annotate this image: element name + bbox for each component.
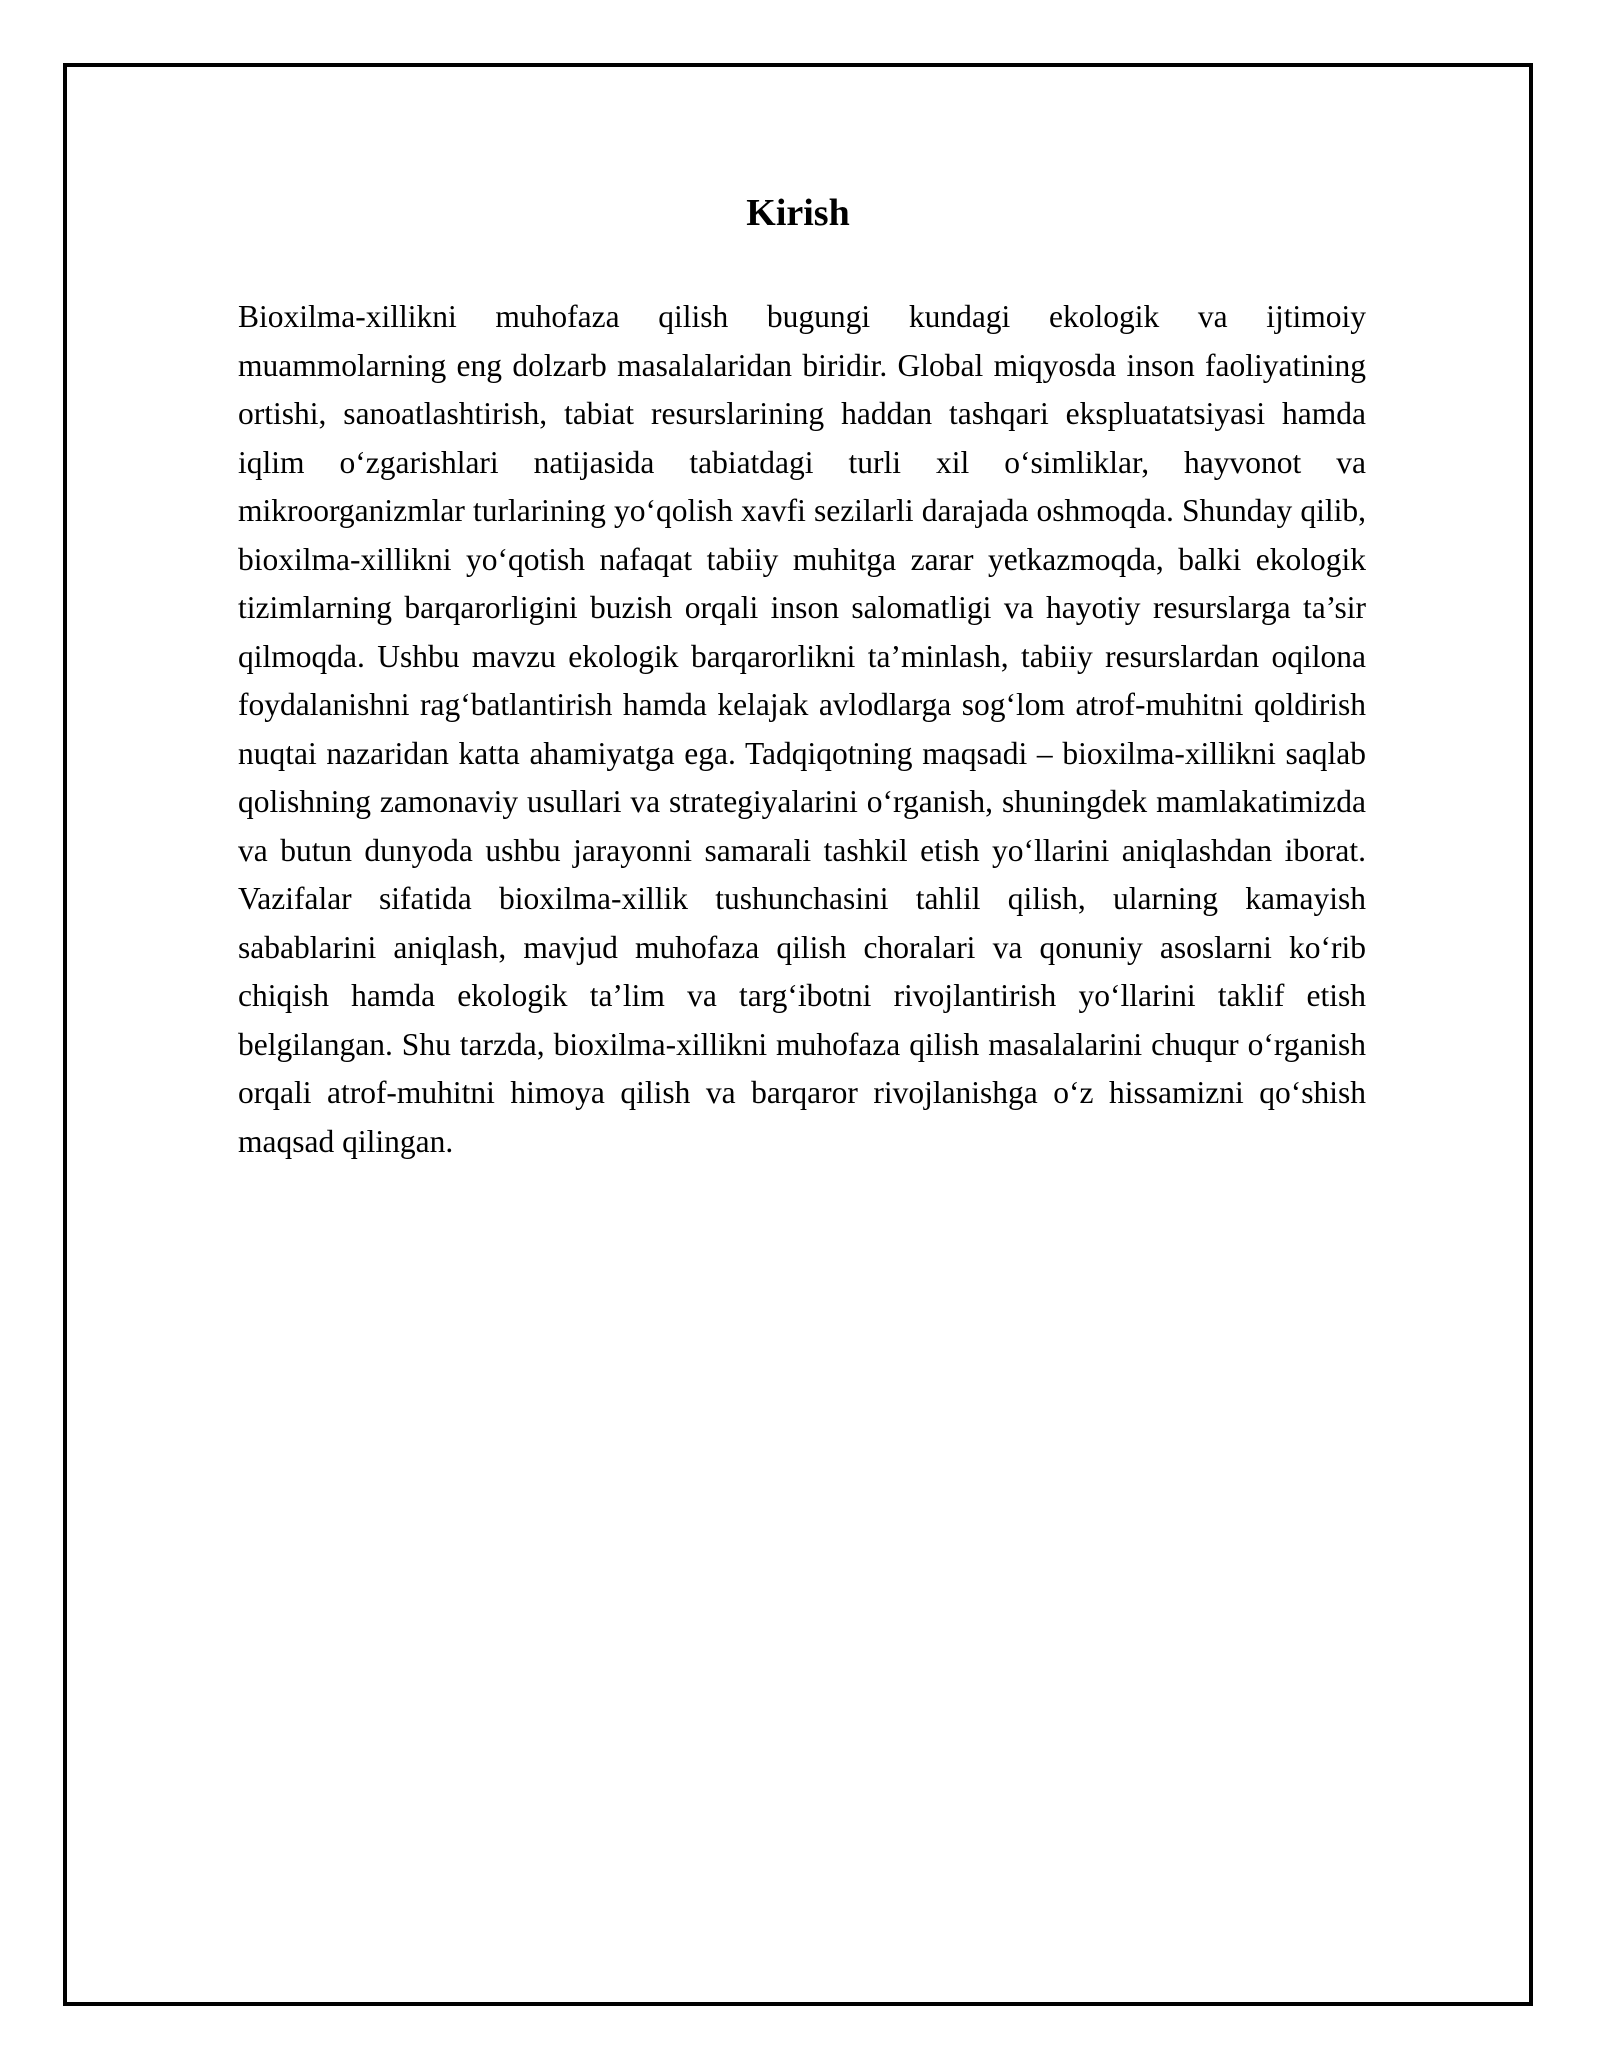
- page-frame: [63, 63, 1533, 2006]
- body-paragraph: Bioxilma-xillikni muhofaza qilish bugungi kundagi ekologik va ijtimoiy muammolarning eng dolzarb masalalaridan biridir. Global miqyosda inson faoliyatining ortishi, sanoatlashtirish, tabiat resurslarining haddan tashqari ekspluatatsiyasi hamda iqlim o‘zgarishlari natijasida tabiatdagi turli xil o‘simliklar, hayvonot va mikroorganizmlar turlarining yo‘qolish xavfi sezilarli darajada oshmoqda. Shunday qilib, bioxilma-xillikni yo‘qotish nafaqat tabiiy muhitga zarar yetkazmoqda, balki ekologik tizimlarning barqarorligini buzish orqali inson salomatligi va hayotiy resurslarga ta’sir qilmoqda. Ushbu mavzu ekologik barqarorlikni ta’minlash, tabiiy resurslardan oqilona foydalanishni rag‘batlantirish hamda kelajak avlodlarga sog‘lom atrof-muhitni qoldirish nuqtai nazaridan katta ahamiyatga ega. Tadqiqotning maqsadi – bioxilma-xillikni saqlab qolishning zamonaviy usullari va strategiyalarini o‘rganish, shuningdek mamlakatimizda va butun dunyoda ushbu jarayonni samarali tashkil etish yo‘llarini aniqlashdan iborat. Vazifalar sifatida bioxilma-xillik tushunchasini tahlil qilish, ularning kamayish sabablarini aniqlash, mavjud muhofaza qilish choralari va qonuniy asoslarni ko‘rib chiqish hamda ekologik ta’lim va targ‘ibotni rivojlantirish yo‘llarini taklif etish belgilangan. Shu tarzda, bioxilma-xillikni muhofaza qilish masalalarini chuqur o‘rganish orqali atrof-muhitni himoya qilish va barqaror rivojlanishga o‘z hissamizni qo‘shish maqsad qilingan.: [238, 299, 1366, 1159]
- page-title: Kirish: [746, 192, 850, 234]
